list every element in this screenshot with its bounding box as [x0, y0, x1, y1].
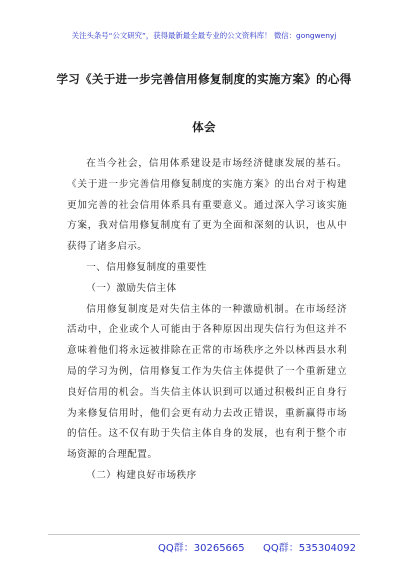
- section-heading: 一、信用修复制度的重要性: [86, 261, 207, 273]
- subsection-paragraph: 信用修复制度是对失信主体的一种激励机制。在市场经济活动中，企业或个人可能由于各种原因出现失信行为但这并不意味着他们将永远被排除在正常的市场秩序之外以林西县水利局的学习为例，信用修复工作为失信主体提供了一个重新建立良好信用的机会。当失信主体认识到可以通过积极纠正自身行为来修复信用时，他们会更有动力去改正错误，重新赢得市场的信任。这不仅有助于失信主体自身的发展，也有利于整个市场资源的合理配置。: [67, 303, 347, 461]
- footer-divider: [48, 534, 360, 535]
- document-title-line-1: 学习《关于进一步完善信用修复制度的实施方案》的心得: [56, 72, 352, 86]
- footer-qq-group-2: QQ群：535304092: [263, 543, 357, 554]
- footer-qq-group-1: QQ群：30265665: [158, 543, 245, 554]
- intro-paragraph: 在当今社会，信用体系建设是市场经济健康发展的基石。《关于进一步完善信用修复制度的实施方案》的出台对于构建更加完善的社会信用体系具有重要意义。通过深入学习该实施方案，我对信用修复制度有了更为全面和深刻的认识，也从中获得了诸多启示。: [67, 158, 347, 253]
- document-body: [67, 154, 347, 487]
- subsection-heading-2: （二）构建良好市场秩序: [86, 469, 197, 481]
- header-note: 关注头条号“公文研究”，获得最新最全最专业的公文资料库！ 微信：gongwenyj: [71, 31, 337, 40]
- document-title-line-2: 体会: [192, 120, 216, 134]
- subsection-heading: （一）激励失信主体: [86, 282, 177, 294]
